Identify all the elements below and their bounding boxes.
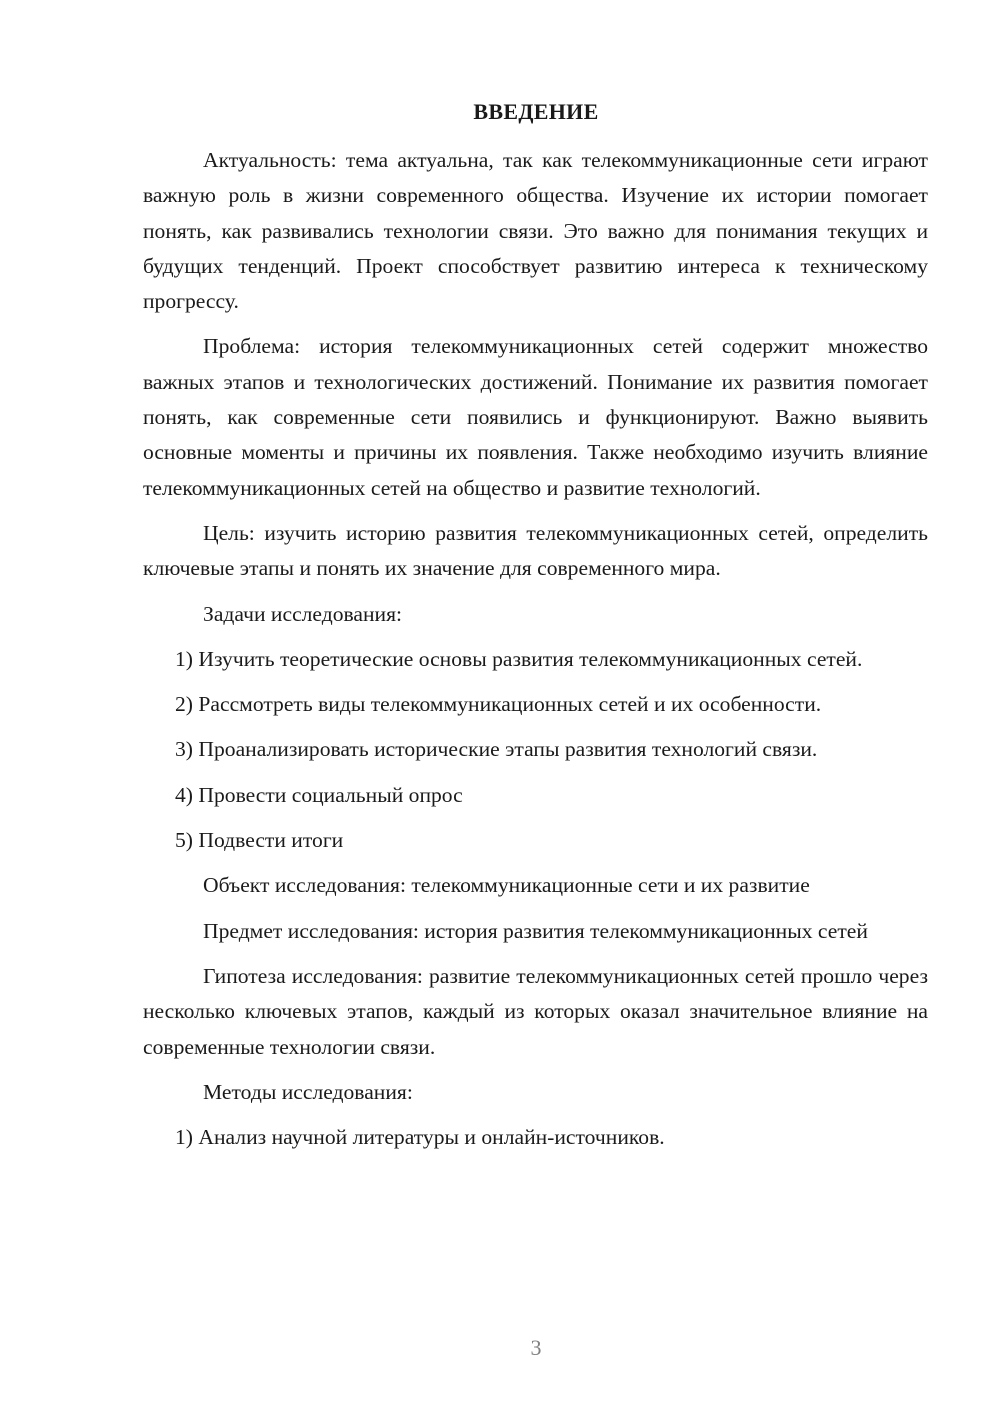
paragraph-object: Объект исследования: телекоммуникационные сети и их развитие	[203, 873, 810, 898]
paragraph-tasks-heading: Задачи исследования:	[203, 601, 403, 626]
paragraph-goal: Цель: изучить историю развития телекоммуникационных сетей, определить ключевые этапы и понять их значение для современного мира.	[143, 520, 928, 581]
paragraph-methods-heading: Методы исследования:	[203, 1079, 413, 1104]
task-item-3: 3) Проанализировать исторические этапы развития технологий связи.	[175, 737, 818, 762]
section-title: ВВЕДЕНИЕ	[473, 99, 599, 124]
task-item-2: 2) Рассмотреть виды телекоммуникационных сетей и их особенности.	[175, 692, 822, 717]
task-item-1: 1) Изучить теоретические основы развития телекоммуникационных сетей.	[175, 646, 863, 671]
paragraph-relevance: Актуальность: тема актуальна, так как телекоммуникационные сети играют важную роль в жизни современного общества. Изучение их истории помогает понять, как развивались технологии связи. Это важно для понимания текущих и будущих тенденций. Проект способствует развитию интереса к техническому прогрессу.	[143, 148, 928, 314]
method-item-1: 1) Анализ научной литературы и онлайн-источников.	[175, 1125, 665, 1150]
paragraph-problem: Проблема: история телекоммуникационных сетей содержит множество важных этапов и технологических достижений. Понимание их развития помогает понять, как современные сети появились и функционируют. Важно выявить основные моменты и причины их появления. Также необходимо изучить влияние телекоммуникационных сетей на общество и развитие технологий.	[143, 334, 928, 500]
paragraph-hypothesis: Гипотеза исследования: развитие телекоммуникационных сетей прошло через несколько ключевых этапов, каждый из которых оказал значительное влияние на современные технологии связи.	[143, 963, 928, 1059]
document-body	[143, 143, 928, 1155]
page-number: 3	[530, 1335, 542, 1360]
paragraph-subject: Предмет исследования: история развития телекоммуникационных сетей	[203, 918, 868, 943]
task-item-4: 4) Провести социальный опрос	[175, 782, 463, 807]
task-item-5: 5) Подвести итоги	[175, 828, 344, 853]
